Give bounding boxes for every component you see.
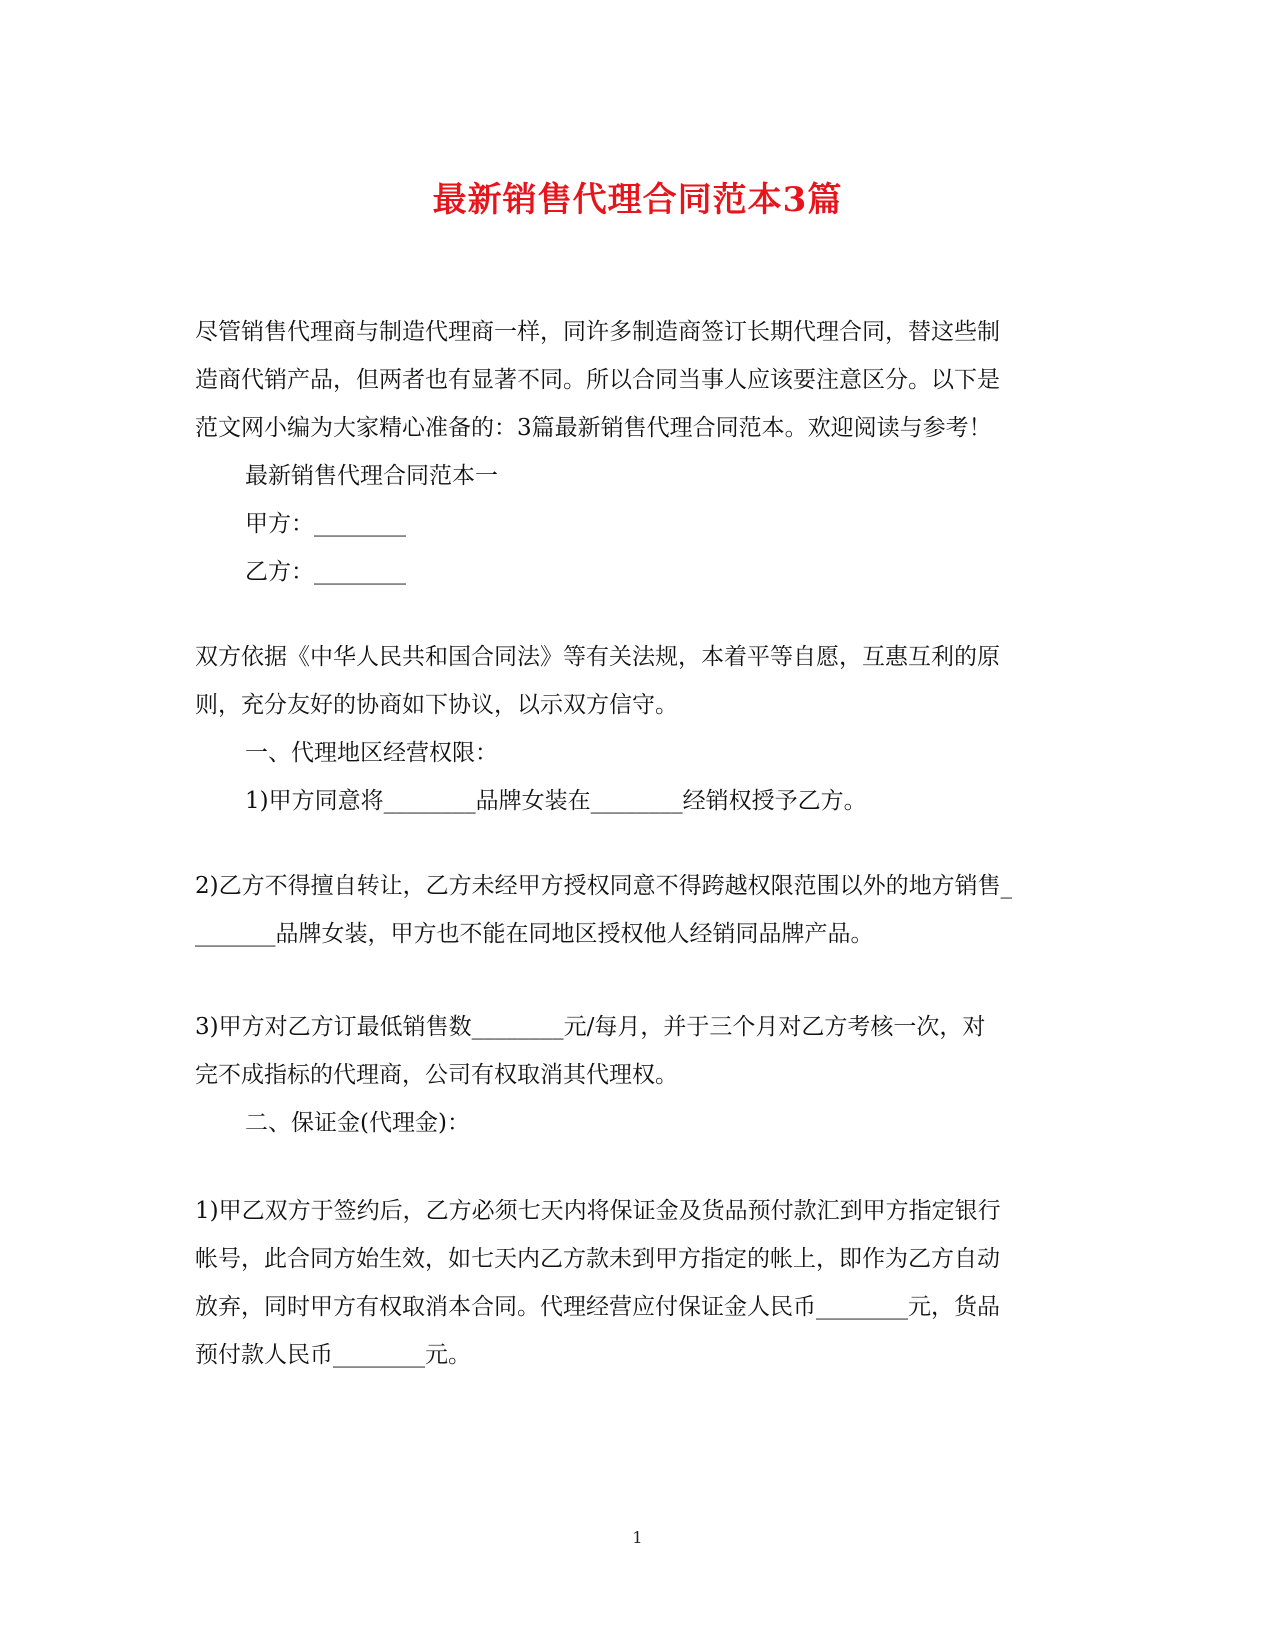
basis-paragraph	[195, 633, 1085, 825]
section-2-item-1	[195, 1187, 1085, 1379]
section-1-heading: 一、代理地区经营权限：	[245, 740, 498, 766]
item-line: 2)乙方不得擅自转让，乙方未经甲方授权同意不得跨越权限范围以外的地方销售_	[195, 873, 1013, 899]
section-1-item-2	[195, 862, 1085, 958]
item-line: 完不成指标的代理商，公司有权取消其代理权。	[195, 1062, 678, 1088]
section-1-item-1: 1)甲方同意将________品牌女装在________经销权授予乙方。	[245, 788, 867, 814]
item-line: 帐号，此合同方始生效，如七天内乙方款未到甲方指定的帐上，即作为乙方自动	[195, 1246, 1000, 1272]
item-line: 放弃，同时甲方有权取消本合同。代理经营应付保证金人民币________元，货品	[195, 1294, 1000, 1320]
party-a-field: 甲方：________	[245, 511, 406, 537]
item-line: 3)甲方对乙方订最低销售数________元/每月，并于三个月对乙方考核一次，对	[195, 1014, 986, 1040]
page-number: 1	[632, 1528, 643, 1547]
contract-heading: 最新销售代理合同范本一	[245, 463, 498, 489]
intro-line: 尽管销售代理商与制造代理商一样，同许多制造商签订长期代理合同，替这些制	[195, 319, 1000, 345]
intro-line: 造商代销产品，但两者也有显著不同。所以合同当事人应该要注意区分。以下是	[195, 367, 1000, 393]
intro-paragraph	[195, 308, 1085, 596]
document-title: 最新销售代理合同范本3篇	[432, 180, 843, 220]
party-b-field: 乙方：________	[245, 559, 406, 585]
basis-line: 则，充分友好的协商如下协议，以示双方信守。	[195, 692, 678, 718]
section-1-item-3	[195, 1003, 1085, 1147]
item-line: 预付款人民币________元。	[195, 1342, 471, 1368]
basis-line: 双方依据《中华人民共和国合同法》等有关法规，本着平等自愿，互惠互利的原	[195, 644, 1000, 670]
item-line: _______品牌女装，甲方也不能在同地区授权他人经销同品牌产品。	[195, 921, 874, 947]
section-2-heading: 二、保证金(代理金)：	[245, 1110, 470, 1136]
item-line: 1)甲乙双方于签约后，乙方必须七天内将保证金及货品预付款汇到甲方指定银行	[195, 1198, 1001, 1224]
intro-line: 范文网小编为大家精心准备的：3篇最新销售代理合同范本。欢迎阅读与参考！	[195, 415, 992, 441]
